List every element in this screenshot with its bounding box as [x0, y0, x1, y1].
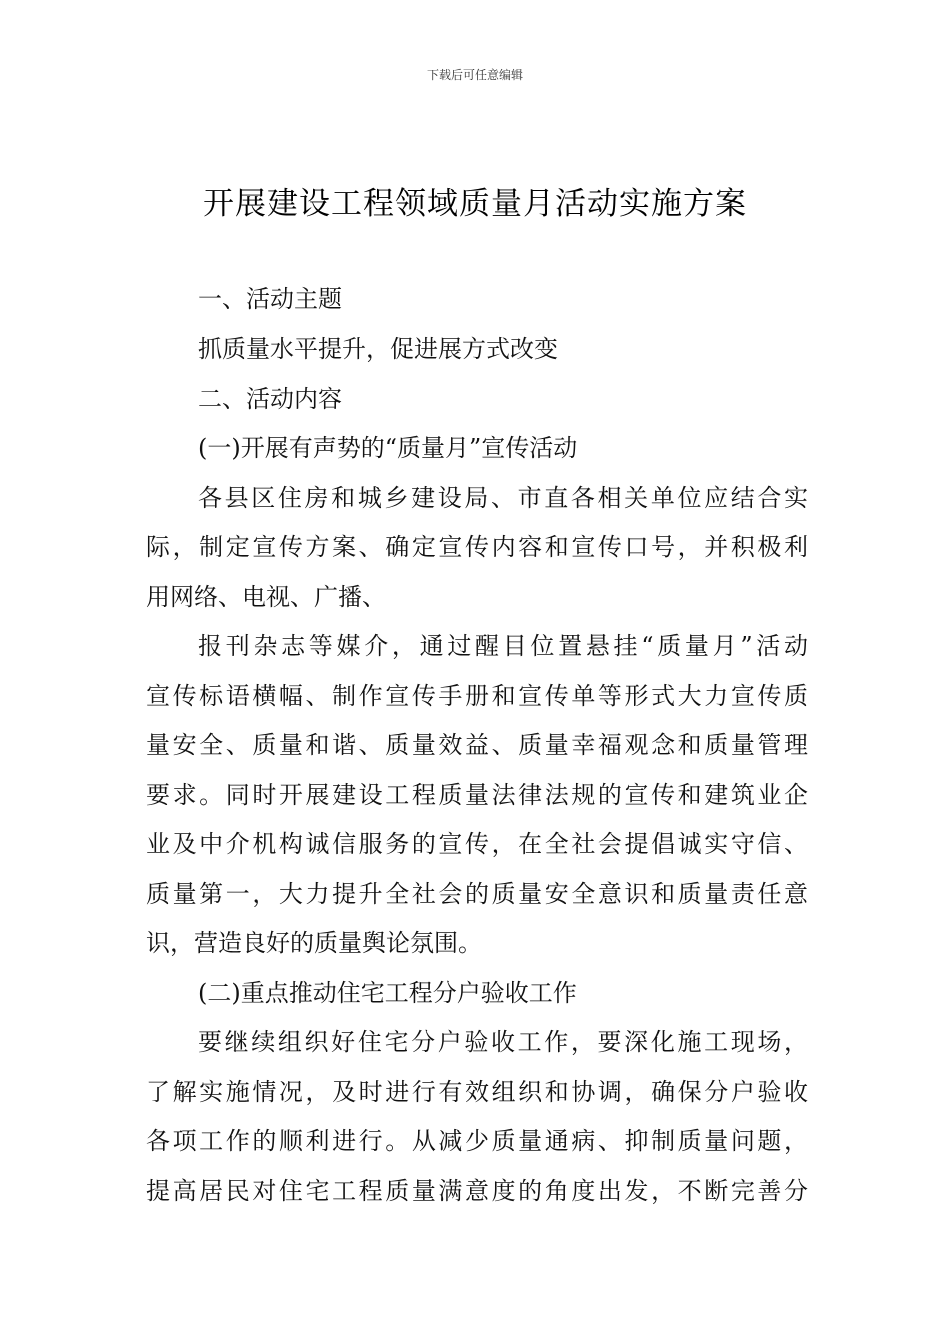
- paragraph-line: 质量第一，大力提升全社会的质量安全意识和质量责任意: [146, 880, 808, 908]
- document-title: 开展建设工程领域质量月活动实施方案: [203, 186, 747, 222]
- header-note: 下载后可任意编辑: [426, 68, 523, 82]
- paragraph-line: 各项工作的顺利进行。从减少质量通病、抑制质量问题，: [146, 1127, 808, 1155]
- subsection-heading-1: (一)开展有声势的“质量月”宣传活动: [198, 434, 578, 462]
- paragraph-line: 抓质量水平提升，促进展方式改变: [198, 335, 558, 363]
- paragraph-line: 量安全、质量和谐、质量效益、质量幸福观念和质量管理: [146, 731, 808, 759]
- section-heading-1: 一、活动主题: [198, 285, 342, 313]
- paragraph-line: 各县区住房和城乡建设局、市直各相关单位应结合实: [198, 484, 808, 512]
- paragraph-line: 识，营造良好的质量舆论氛围。: [146, 929, 482, 957]
- paragraph-line: 业及中介机构诚信服务的宣传，在全社会提倡诚实守信、: [146, 830, 808, 858]
- paragraph-line: 宣传标语横幅、制作宣传手册和宣传单等形式大力宣传质: [146, 682, 808, 710]
- paragraph-line: 用网络、电视、广播、: [146, 583, 386, 611]
- paragraph-line: 了解实施情况，及时进行有效组织和协调，确保分户验收: [146, 1078, 808, 1106]
- paragraph-line: 要继续组织好住宅分户验收工作，要深化施工现场，: [198, 1028, 808, 1056]
- paragraph-line: 要求。同时开展建设工程质量法律法规的宣传和建筑业企: [146, 781, 808, 809]
- paragraph-line: 报刊杂志等媒介，通过醒目位置悬挂“质量月”活动: [198, 632, 808, 660]
- paragraph-line: 际，制定宣传方案、确定宣传内容和宣传口号，并积极利: [146, 533, 808, 561]
- section-heading-2: 二、活动内容: [198, 385, 342, 413]
- paragraph-line: 提高居民对住宅工程质量满意度的角度出发，不断完善分: [146, 1177, 808, 1205]
- subsection-heading-2: (二)重点推动住宅工程分户验收工作: [198, 979, 577, 1007]
